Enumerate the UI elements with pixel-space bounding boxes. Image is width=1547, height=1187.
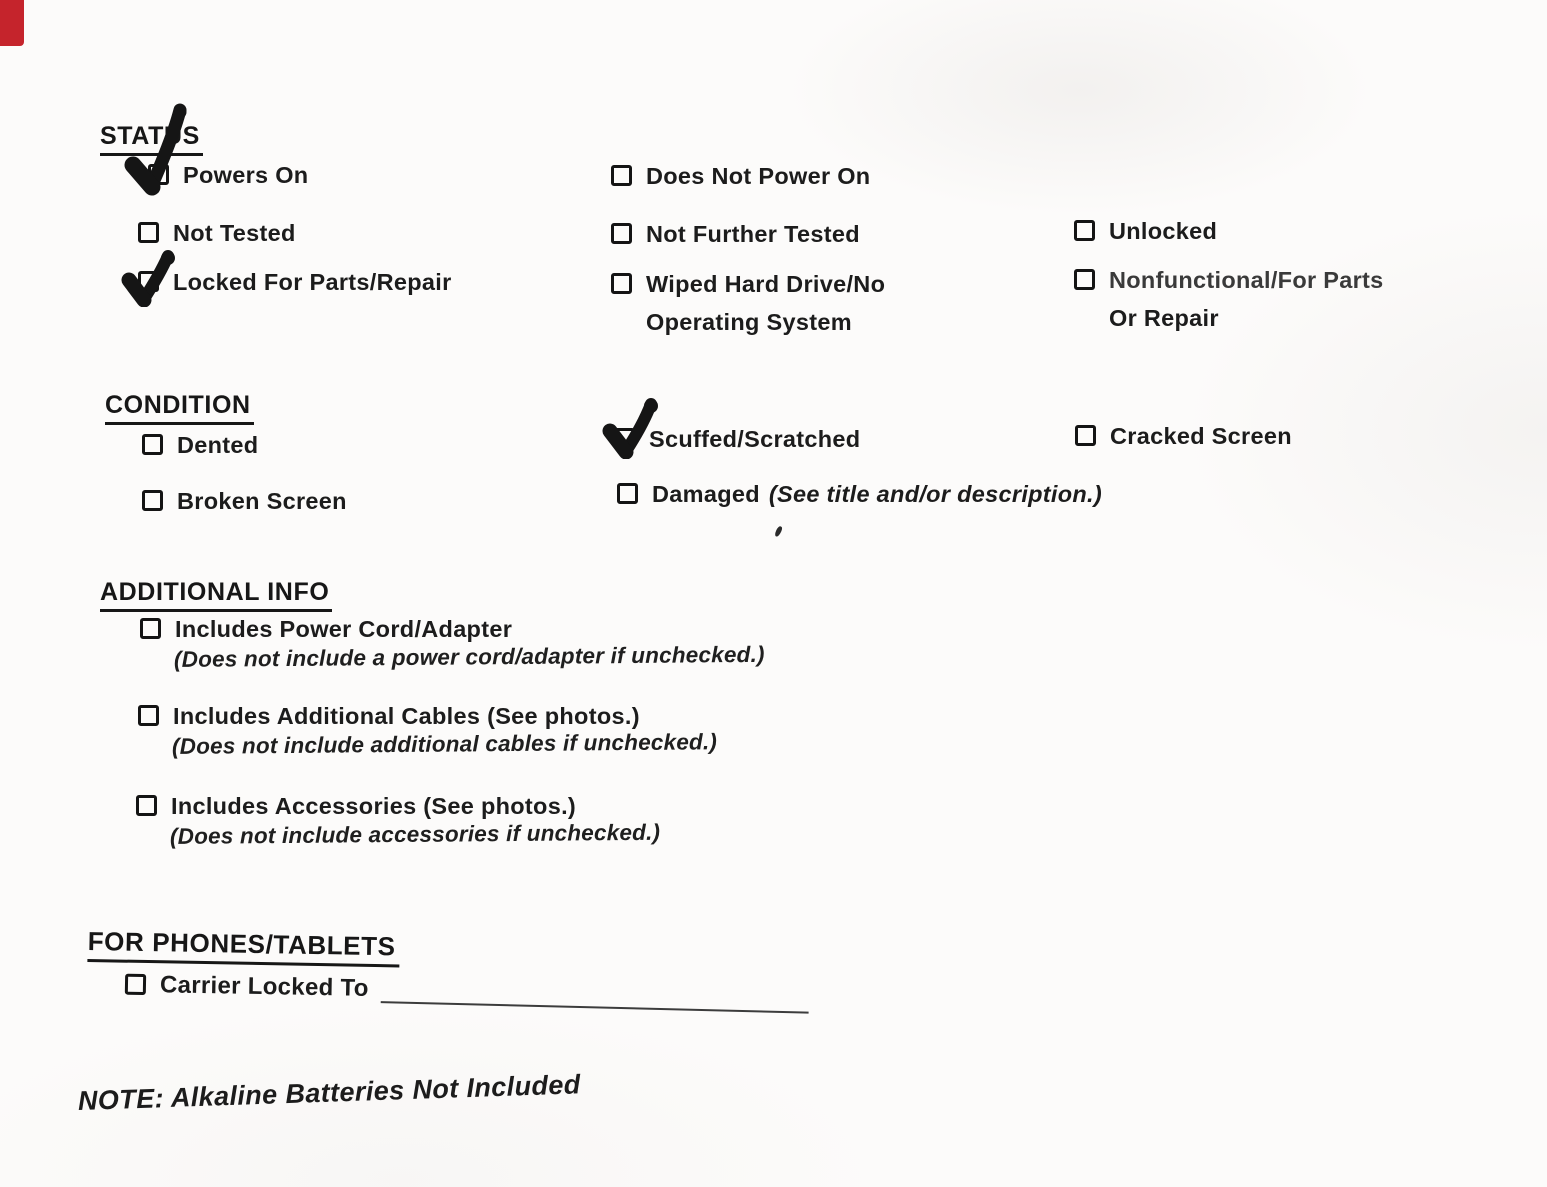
checkbox-label: Unlocked — [1109, 218, 1218, 244]
phones-item-carrier-locked — [125, 971, 809, 1011]
checkbox-includes-accessories[interactable] — [136, 795, 157, 816]
checkbox-label: Damaged — [652, 481, 760, 507]
condition-item-damaged — [617, 480, 1102, 508]
checkbox-includes-power-cord[interactable] — [140, 618, 161, 639]
carrier-name-blank-field[interactable] — [380, 975, 809, 1013]
handwritten-checkmark-powers-on — [124, 103, 192, 201]
checkbox-label: Locked For Parts/Repair — [173, 269, 452, 295]
condition-heading: CONDITION — [105, 391, 254, 425]
checkbox-label: Does Not Power On — [646, 163, 871, 189]
status-item-unlocked — [1074, 217, 1217, 245]
checkbox-label: Includes Accessories (See photos.) — [171, 793, 577, 819]
checkbox-damaged[interactable] — [617, 483, 638, 504]
status-item-nonfunctional — [1074, 266, 1384, 332]
additional-item-power-cord — [140, 615, 765, 673]
status-item-not-tested — [138, 219, 296, 247]
checkbox-dented[interactable] — [142, 434, 163, 455]
checkbox-label-line2: Or Repair — [1109, 305, 1219, 331]
condition-item-cracked-screen — [1075, 422, 1292, 450]
status-item-locked-for-parts-repair — [138, 268, 452, 296]
checkbox-label: Nonfunctional/For Parts — [1109, 267, 1384, 293]
status-item-does-not-power-on — [611, 162, 870, 190]
condition-item-dented — [142, 431, 258, 459]
checkbox-broken-screen[interactable] — [142, 490, 163, 511]
status-heading: STATUS — [100, 122, 203, 156]
checkbox-label-line2: Operating System — [646, 309, 852, 335]
checkbox-does-not-power-on[interactable] — [611, 165, 632, 186]
checkbox-label: Powers On — [183, 162, 309, 188]
checkbox-label: Broken Screen — [177, 488, 347, 514]
additional-item-additional-cables — [138, 702, 717, 760]
checkbox-cracked-screen[interactable] — [1075, 425, 1096, 446]
checkbox-label-italic-suffix: (See title and/or description.) — [768, 481, 1103, 507]
checkbox-subnote: (Does not include a power cord/adapter if unchecked.) — [173, 641, 765, 672]
checkbox-label: Cracked Screen — [1110, 423, 1292, 449]
checkbox-label: Dented — [177, 432, 259, 458]
checkbox-label: Not Tested — [173, 220, 296, 246]
phones-tablets-section — [87, 926, 810, 1011]
checkbox-label: Scuffed/Scratched — [649, 426, 861, 452]
checkbox-subnote: (Does not include accessories if unchecked.) — [169, 819, 661, 849]
handwritten-checkmark-scuffed-scratched — [601, 395, 663, 459]
additional-item-accessories — [136, 792, 660, 850]
checkbox-wiped-hard-drive[interactable] — [611, 273, 632, 294]
checkbox-label: Includes Power Cord/Adapter — [175, 616, 513, 642]
checkbox-label: Carrier Locked To — [159, 971, 369, 1002]
checkbox-label: Includes Additional Cables (See photos.) — [173, 703, 640, 729]
additional-info-heading: ADDITIONAL INFO — [100, 578, 332, 612]
checkbox-not-tested[interactable] — [138, 222, 159, 243]
condition-item-broken-screen — [142, 487, 347, 515]
checkbox-nonfunctional[interactable] — [1074, 269, 1095, 290]
checkbox-carrier-locked-to[interactable] — [125, 974, 146, 995]
stray-ink-mark — [774, 525, 783, 537]
checkbox-label: Wiped Hard Drive/No — [646, 271, 886, 297]
checkbox-includes-additional-cables[interactable] — [138, 705, 159, 726]
handwritten-checkmark-locked-for-parts — [121, 249, 181, 307]
phones-tablets-heading: FOR PHONES/TABLETS — [87, 926, 399, 967]
checkbox-subnote: (Does not include additional cables if unchecked.) — [171, 729, 718, 759]
red-edge-artifact — [0, 0, 24, 46]
note-text: NOTE: Alkaline Batteries Not Included — [77, 1069, 582, 1116]
checkbox-not-further-tested[interactable] — [611, 223, 632, 244]
checkbox-unlocked[interactable] — [1074, 220, 1095, 241]
status-item-not-further-tested — [611, 220, 860, 248]
status-item-wiped-hard-drive — [611, 270, 885, 336]
checkbox-label: Not Further Tested — [646, 221, 860, 247]
